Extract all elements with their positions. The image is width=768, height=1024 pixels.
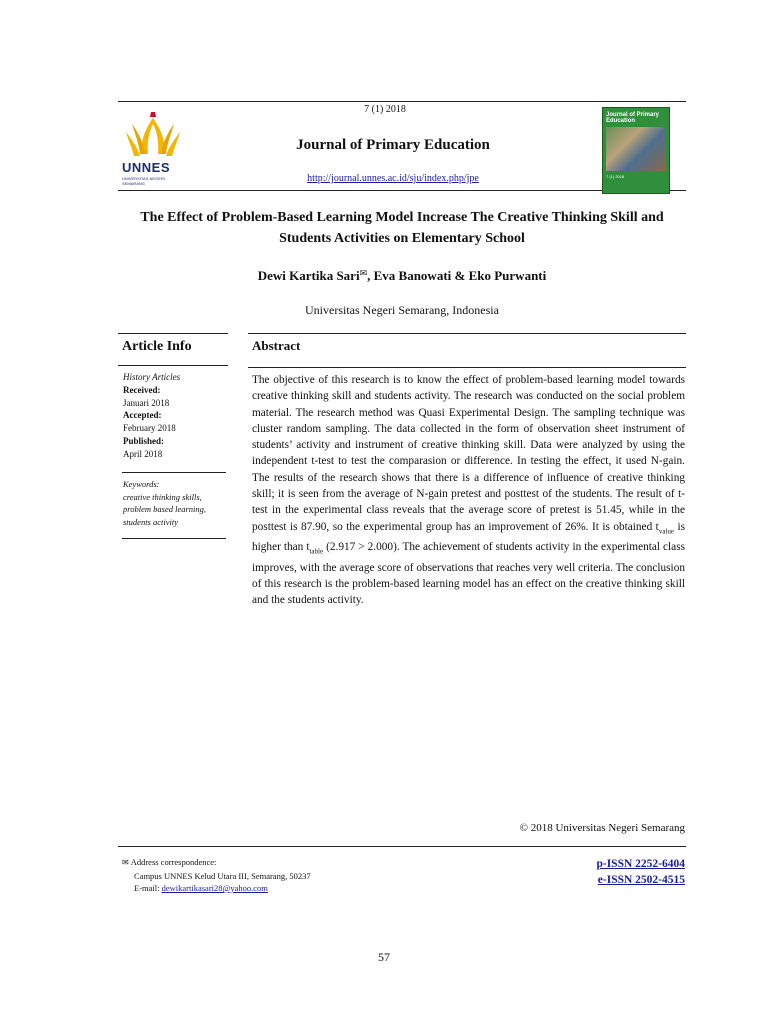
received-date: Januari 2018 — [123, 397, 170, 408]
keyword-item: problem based learning, — [123, 504, 207, 514]
issn-block — [540, 856, 685, 888]
article-history — [123, 371, 227, 461]
history-label: History Articles — [123, 372, 181, 382]
keyword-item: students activity — [123, 516, 179, 527]
t-table-subscript: table — [309, 547, 324, 556]
address-label: Address correspondence: — [130, 857, 217, 867]
affiliation: Universitas Negeri Semarang, Indonesia — [305, 303, 499, 317]
article-info-heading: Article Info — [122, 339, 192, 354]
logo-wordmark: UNNES — [122, 160, 171, 175]
first-author: Dewi Kartika Sari — [257, 268, 360, 283]
header-bottom-rule — [118, 190, 686, 191]
abstract-part-c: (2.917 > 2.000). The achievement of students activity in the experimental class improves, with the average score of observations that reaches very well criteria. The conclusion of this research is the problem-based learning model has an effect on the creative thinking skill and the students activity. — [252, 541, 685, 607]
abstract-heading: Abstract — [252, 338, 301, 353]
copyright-notice: © 2018 Universitas Negeri Semarang — [519, 822, 685, 834]
envelope-icon: ✉ — [122, 858, 131, 867]
t-value-subscript: value — [658, 526, 674, 535]
paper-title: The Effect of Problem-Based Learning Model Increase The Creative Thinking Skill and Students Activities on Elementary School — [140, 210, 664, 246]
journal-cover-image — [602, 107, 670, 194]
journal-title: Journal of Primary Education — [296, 137, 490, 153]
keywords-top-rule — [122, 472, 226, 473]
header-top-rule — [118, 101, 686, 102]
e-issn: e-ISSN 2502-4515 — [597, 874, 685, 886]
abstract-part-b: is higher than t — [252, 520, 686, 554]
keywords-bottom-rule — [122, 538, 226, 539]
cover-photo — [606, 127, 666, 171]
accepted-date: February 2018 — [123, 423, 176, 434]
published-label: Published: — [123, 435, 165, 446]
abstract-part-a: The objective of this research is to know the effect of problem-based learning model towards creative thinking skill and students activity. The research was conducted on the social problem material. The research method was Quasi Experimental Design. The sampling technique was cluster random sampling. The data collected in the form of observation sheet instrument of students’ activity and instrument of creative thinking skill. Data were analyzed by using the independent t-test to test the comparasion or difference. In testing the effect, it used N-gain. The results of the research shows that there is a difference of influence of creative thinking skill; it is seen from the average of N-gain pretest and posttest of the students. The result of t-test in the experimental class reveals that the average score of pretest is 51.45, while in the posttest is 87.90, so the experimental group has an improvement of 26%. It is obtained t — [252, 374, 685, 533]
footer-rule — [118, 846, 686, 847]
logo-subtext: UNIVERSITAS NEGERI SEMARANG — [122, 176, 165, 186]
journal-url-link[interactable]: http://journal.unnes.ac.id/sju/index.php/jpe — [307, 173, 479, 184]
published-date: April 2018 — [123, 448, 163, 459]
other-authors: , Eva Banowati & Eko Purwanti — [367, 268, 547, 283]
page-number: 57 — [378, 950, 390, 964]
article-info-top-rule — [118, 333, 228, 334]
article-info-rule — [118, 365, 228, 366]
cover-footer: 7 (1) 2018 — [606, 174, 625, 179]
cover-title: Journal of Primary Education — [606, 112, 660, 124]
abstract-text — [252, 372, 685, 609]
keyword-item: creative thinking skills, — [123, 491, 202, 502]
envelope-icon: ✉ — [359, 268, 368, 278]
email-link[interactable]: dewikartikasari28@yahoo.com — [161, 883, 268, 893]
abstract-top-rule — [248, 333, 686, 334]
received-label: Received: — [123, 384, 161, 395]
address-line: Campus UNNES Kelud Utara III, Semarang, 50237 — [134, 870, 311, 881]
keywords-block — [123, 478, 227, 528]
correspondence-address — [122, 856, 412, 895]
keywords-label: Keywords: — [123, 479, 160, 489]
abstract-rule — [248, 367, 686, 368]
author-list — [118, 268, 686, 284]
volume-label: 7 (1) 2018 — [364, 104, 406, 115]
p-issn: p-ISSN 2252-6404 — [596, 858, 685, 870]
email-label: E-mail: — [134, 883, 160, 893]
accepted-label: Accepted: — [123, 410, 162, 421]
